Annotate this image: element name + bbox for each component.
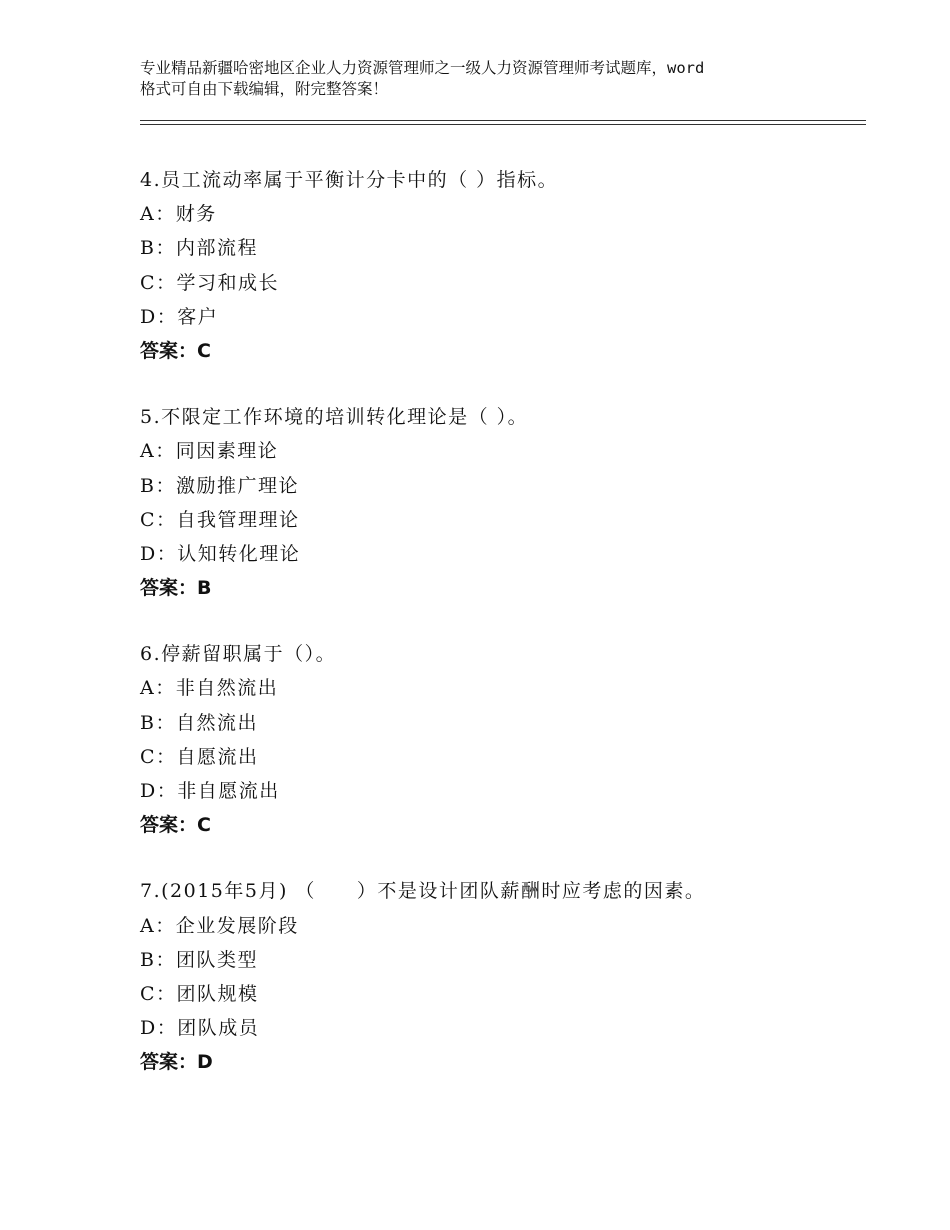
answer-label: 答案：C: [140, 814, 211, 837]
option-d: D：认知转化理论: [140, 542, 301, 565]
header-title-line-2: 格式可自由下载编辑，附完整答案！: [140, 80, 389, 98]
header-divider-top: [140, 120, 866, 121]
option-a: A：同因素理论: [140, 440, 279, 463]
header-divider-bottom: [140, 124, 866, 125]
question-5: [140, 400, 866, 605]
option-a: A：企业发展阶段: [140, 914, 299, 937]
option-c: C：学习和成长: [140, 271, 280, 294]
option-c: C：自我管理理论: [140, 508, 300, 531]
header-title-line-1: 专业精品新疆哈密地区企业人力资源管理师之一级人力资源管理师考试题库，word: [140, 59, 705, 77]
question-list: [140, 163, 866, 1112]
option-a: A：非自然流出: [140, 677, 279, 700]
option-a: A：财务: [140, 203, 217, 226]
option-d: D：团队成员: [140, 1017, 260, 1040]
question-stem: 6.停薪留职属于（）。: [140, 643, 337, 666]
option-b: B：团队类型: [140, 948, 258, 971]
question-4: [140, 163, 866, 368]
answer-label: 答案：B: [140, 577, 212, 600]
question-stem: 7.(2015年5月) （ ）不是设计团队薪酬时应考虑的因素。: [140, 880, 706, 903]
question-stem: 5.不限定工作环境的培训转化理论是（ ）。: [140, 406, 529, 429]
option-d: D：客户: [140, 305, 219, 328]
answer-label: 答案：C: [140, 339, 211, 362]
option-b: B：内部流程: [140, 237, 258, 260]
question-stem: 4.员工流动率属于平衡计分卡中的（ ）指标。: [140, 169, 559, 191]
option-d: D：非自愿流出: [140, 780, 280, 802]
document-header: [140, 58, 840, 100]
question-6: [140, 637, 866, 842]
option-b: B：自然流出: [140, 711, 258, 734]
option-c: C：自愿流出: [140, 745, 259, 768]
question-7: [140, 874, 866, 1079]
answer-label: 答案：D: [140, 1051, 213, 1074]
option-b: B：激励推广理论: [140, 474, 299, 497]
option-c: C：团队规模: [140, 982, 259, 1005]
